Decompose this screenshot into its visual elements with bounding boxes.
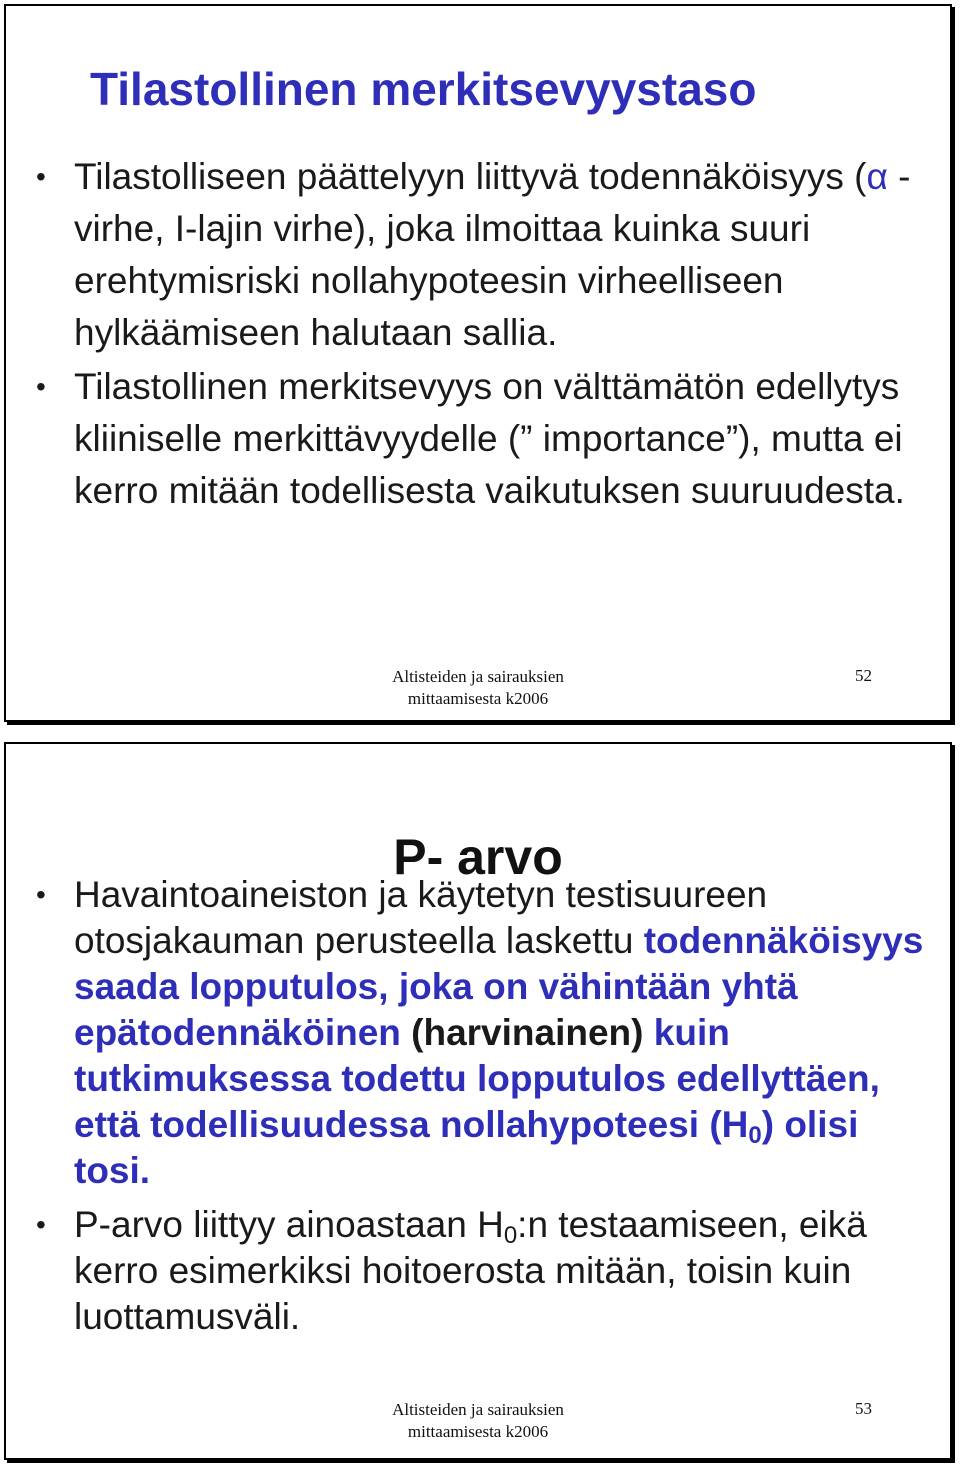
bullet-item (6, 1202, 950, 1340)
footer-line: Altisteiden ja sairauksien (392, 1400, 564, 1419)
slide-52 (4, 4, 952, 722)
subscript: 0 (748, 1122, 762, 1149)
emphasis-text: ) olisi tosi. (74, 1104, 859, 1191)
bullet-text: -virhe, I-lajin virhe), joka ilmoittaa kuinka suuri erehtymisriski nollahypoteesin virheelliseen hylkäämiseen halutaan sallia. (74, 156, 911, 353)
bullet-text: :n testaamiseen, eikä kerro esimerkiksi hoitoerosta mitään, toisin kuin luottamusväli. (74, 1204, 867, 1337)
slide-title: Tilastollinen merkitsevyystaso (90, 63, 757, 115)
bullet-dot-icon: • (36, 1209, 46, 1240)
footer-line: Altisteiden ja sairauksien (392, 667, 564, 686)
alpha-symbol: α (866, 156, 888, 197)
bullet-text: Havaintoaineiston ja käytetyn testisuureen otosjakauman perusteella laskettu (74, 874, 768, 961)
bullet-list (6, 151, 950, 517)
page-number: 53 (855, 1399, 872, 1418)
page-number: 52 (855, 666, 872, 685)
bullet-dot-icon: • (36, 161, 46, 192)
bullet-dot-icon: • (36, 371, 46, 402)
bullet-item (6, 872, 950, 1194)
bullet-text: P-arvo liittyy ainoastaan H (74, 1204, 504, 1245)
bullet-dot-icon: • (36, 879, 46, 910)
subscript: 0 (503, 1222, 518, 1249)
bullet-item (6, 361, 950, 517)
slide-title: P- arvo (393, 829, 563, 885)
bullet-list (6, 872, 950, 1340)
bullet-text: Tilastolliseen päättelyyn liittyvä todennäköisyys ( (74, 156, 867, 197)
emphasis-text: kuin tutkimuksessa todettu lopputulos edellyttäen, että todellisuudessa nollahypoteesi (H (74, 1012, 880, 1145)
emphasis-text-dark: (harvinainen) (411, 1012, 644, 1053)
footer-line: mittaamisesta k2006 (407, 689, 549, 708)
emphasis-text: todennäköisyys saada lopputulos, joka on vähintään yhtä epätodennäköinen (74, 920, 924, 1053)
footer-line: mittaamisesta k2006 (407, 1422, 549, 1441)
slide-53 (4, 742, 952, 1460)
slide-footer (6, 1399, 950, 1443)
slide-footer (6, 666, 950, 710)
bullet-item (6, 151, 950, 359)
bullet-text: Tilastollinen merkitsevyys on välttämätön edellytys kliiniselle merkittävyydelle (” importance”), mutta ei kerro mitään todellisesta vaikutuksen suuruudesta. (74, 366, 905, 511)
